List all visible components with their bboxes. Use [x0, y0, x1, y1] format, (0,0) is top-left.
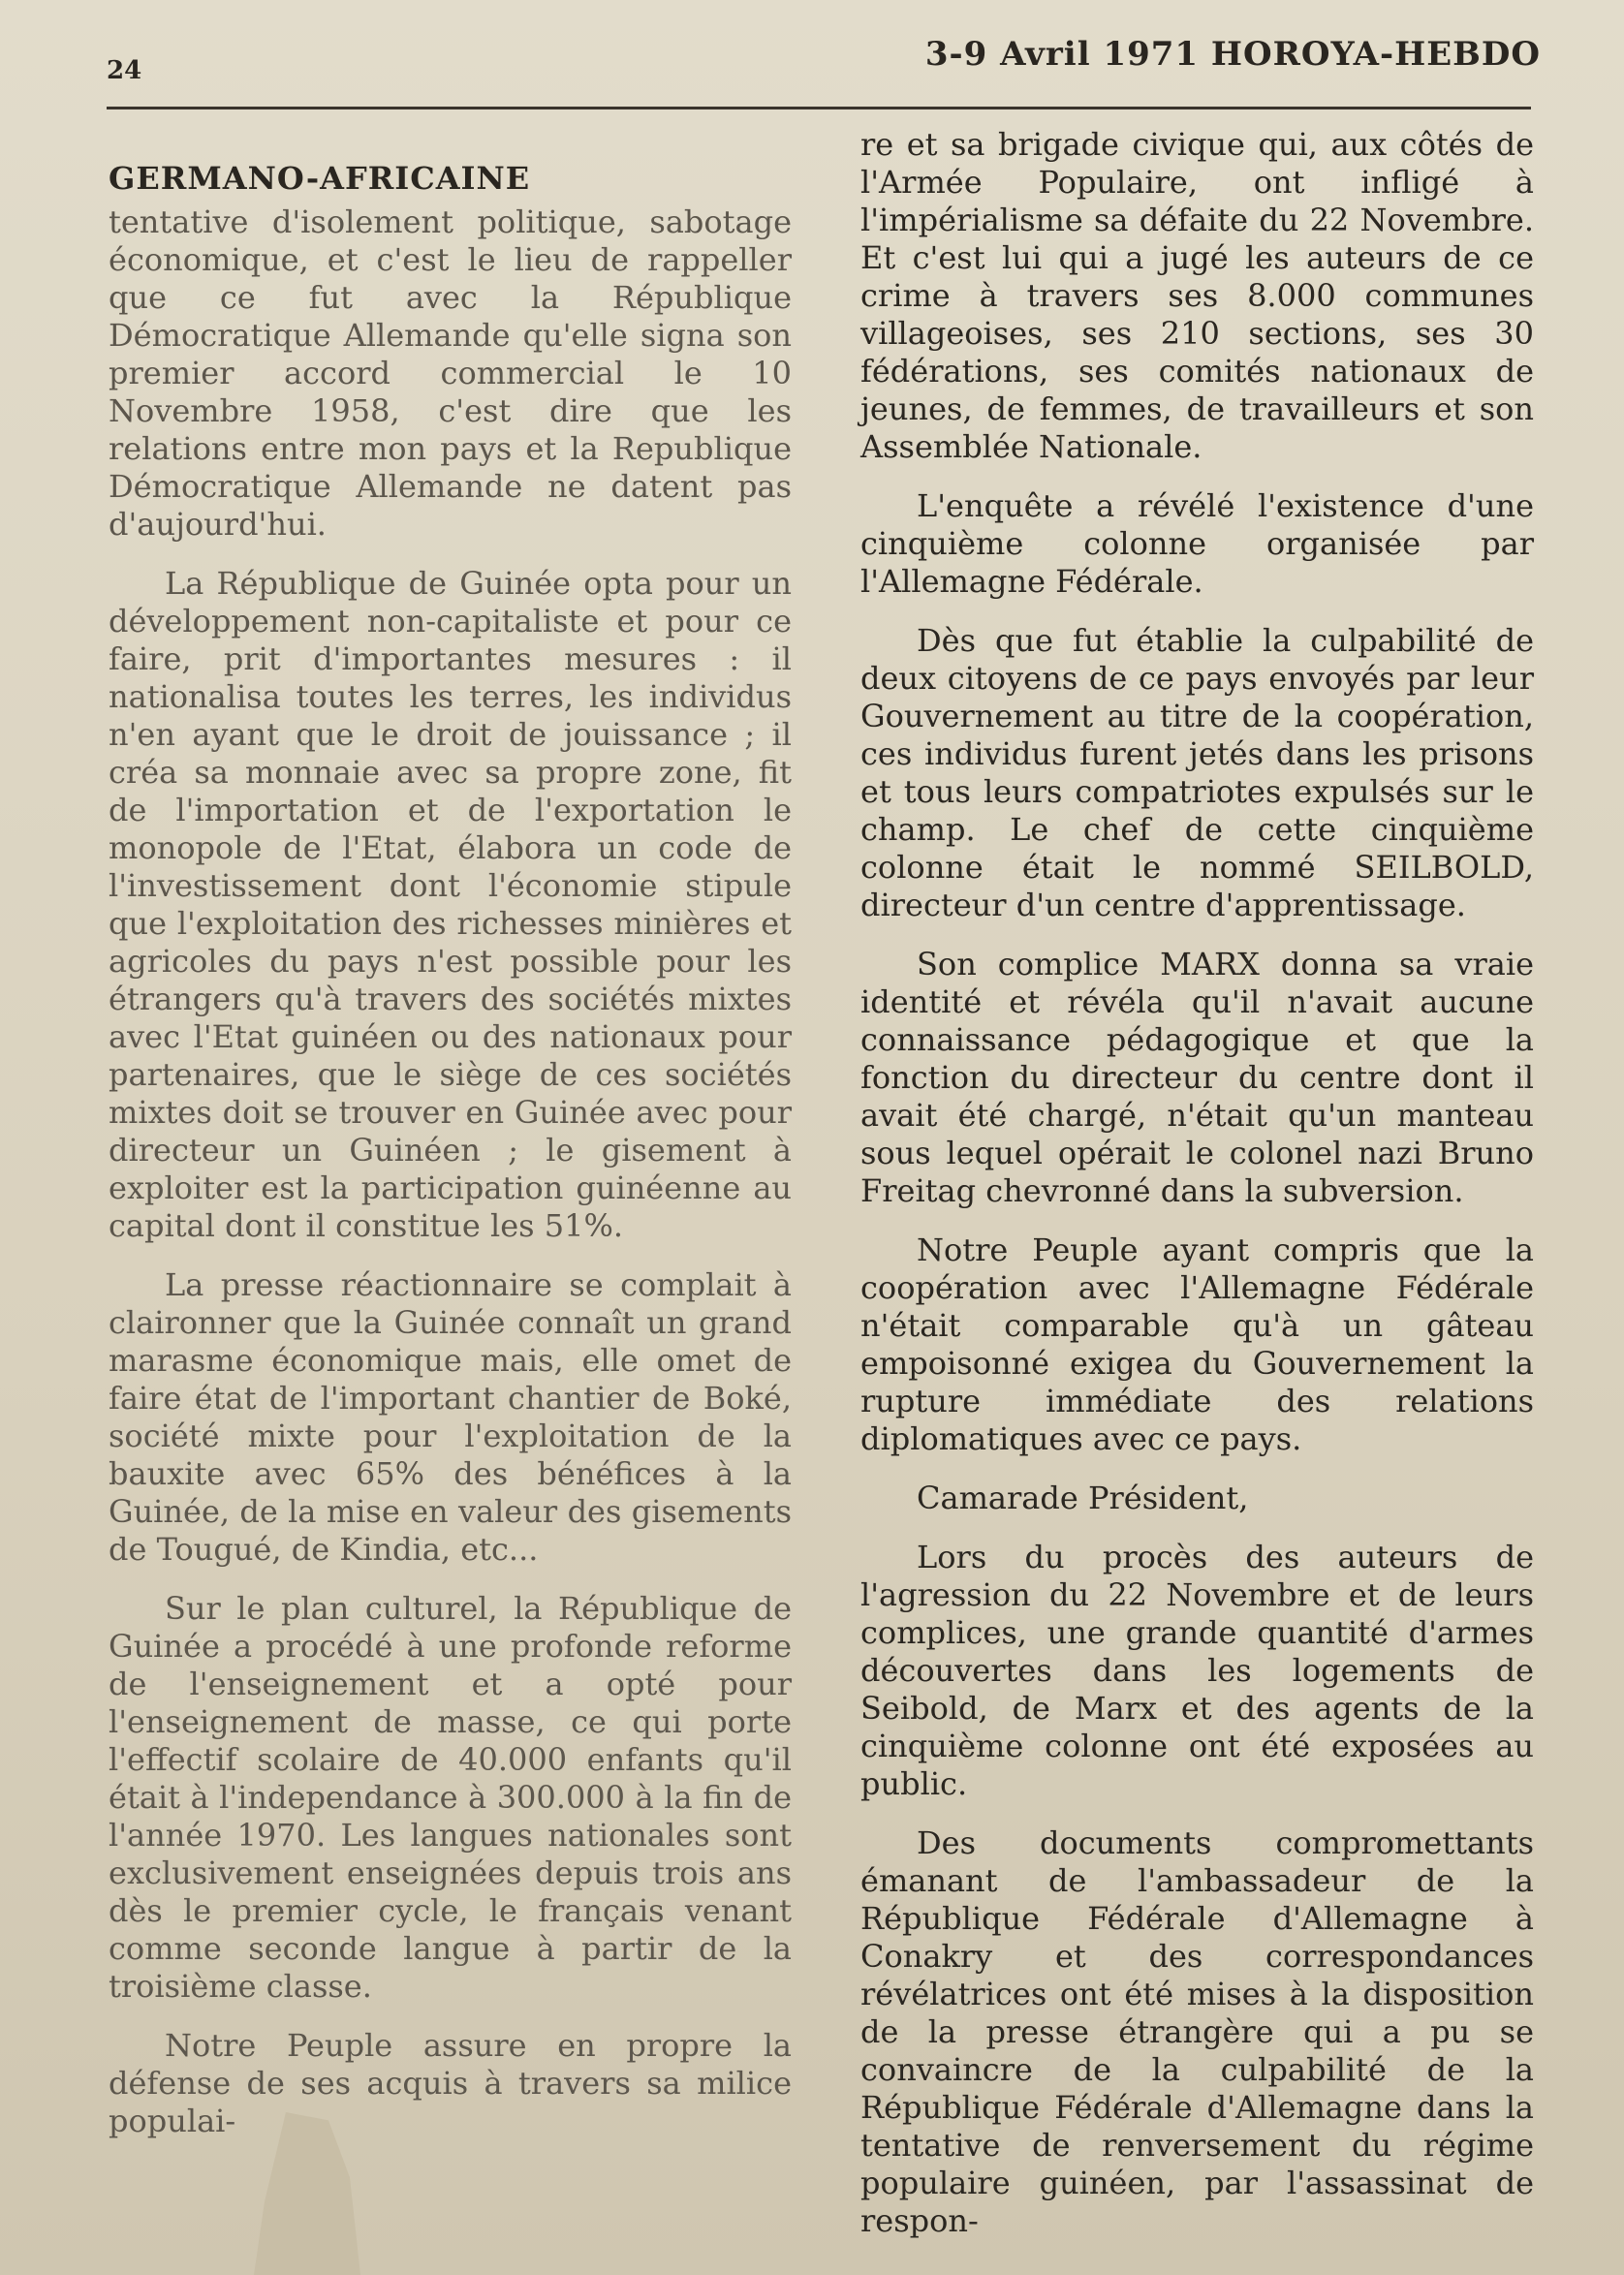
paragraph: Notre Peuple assure en propre la défense de ses acquis à travers sa milice populai- [109, 2027, 792, 2139]
paragraph: Son complice MARX donna sa vraie identité et révéla qu'il n'avait aucune connaissance pédagogique et que la fonction du directeur du centre dont il avait été chargé, n'était qu'un manteau sous lequel opérait le colonel nazi Bruno Freitag chevronné dans la subversion. [860, 946, 1534, 1209]
page-number: 24 [107, 56, 142, 85]
paragraph: tentative d'isolement politique, sabotage économique, et c'est le lieu de rappeller que ce fut avec la République Démocratique Allemande qu'elle signa son premier accord commercial le 10 Novembre 1958, c'est dire que les relations entre mon pays et la Republique Démocratique Allemande ne datent pas d'aujourd'hui. [109, 203, 792, 543]
salutation: Camarade Président, [917, 1480, 1249, 1516]
issue-date-masthead: 3-9 Avril 1971 HOROYA-HEBDO [924, 35, 1541, 74]
paragraph: La République de Guinée opta pour un développement non-capitaliste et pour ce faire, prit d'importantes mesures : il nationalisa toutes les terres, les individus n'en ayant que le droit de jouissance ; il créa sa monnaie avec sa propre zone, fit de l'importation et de l'exportation le monopole de l'Etat, élabora un code de l'investissement dont l'économie stipule que l'exploitation des richesses minières et agricoles du pays n'est possible pour les étrangers qu'à travers des sociétés mixtes avec l'Etat guinéen ou des nationaux pour partenaires, que le siège de ces sociétés mixtes doit se trouver en Guinée avec pour directeur un Guinéen ; le gisement à exploiter est la participation guinéenne au capital dont il constitue les 51%. [109, 565, 792, 1244]
header-rule [107, 107, 1531, 109]
paragraph: Notre Peuple ayant compris que la coopération avec l'Allemagne Fédérale n'était comparable qu'à un gâteau empoisonné exigea du Gouvernement la rupture immédiate des relations diplomatiques avec ce pays. [860, 1231, 1534, 1457]
paragraph: La presse réactionnaire se complait à claironner que la Guinée connaît un grand marasme économique mais, elle omet de faire état de l'important chantier de Boké, société mixte pour l'exploitation de la bauxite avec 65% des bénéfices à la Guinée, de la mise en valeur des gisements de Tougué, de Kindia, etc... [109, 1266, 792, 1568]
right-column [860, 126, 1534, 2261]
paragraph: Dès que fut établie la culpabilité de deux citoyens de ce pays envoyés par leur Gouvernement au titre de la coopération, ces individus furent jetés dans les prisons et tous leurs compatriotes expulsés sur le champ. Le chef de cette cinquième colonne était le nommé SEILBOLD, directeur d'un centre d'apprentissage. [860, 622, 1534, 923]
page-header [107, 35, 1541, 97]
paragraph: Lors du procès des auteurs de l'agression du 22 Novembre et de leurs complices, une grande quantité d'armes découvertes dans les logements de Seibold, de Marx et des agents de la cinquième colonne ont été exposées au public. [860, 1539, 1534, 1802]
paragraph: Sur le plan culturel, la République de Guinée a procédé à une profonde reforme de l'enseignement et a opté pour l'enseignement de masse, ce qui porte l'effectif scolaire de 40.000 enfants qu'il était à l'independance à 300.000 à la fin de l'année 1970. Les langues nationales sont exclusivement enseignées depuis trois ans dès le premier cycle, le français venant comme seconde langue à partir de la troisième classe. [109, 1590, 792, 2005]
paragraph: L'enquête a révélé l'existence d'une cinquième colonne organisée par l'Allemagne Fédérale. [860, 487, 1534, 600]
section-title: GERMANO-AFRICAINE [109, 160, 531, 197]
paragraph: Des documents compromettants émanant de l'ambassadeur de la République Fédérale d'Allemagne à Conakry et des correspondances révélatrices ont été mises à la disposition de la presse étrangère qui a pu se convaincre de la culpabilité de la République Fédérale d'Allemagne dans la tentative de renversement du régime populaire guinéen, par l'assassinat de respon- [860, 1824, 1534, 2239]
left-column [109, 160, 792, 2162]
paragraph: re et sa brigade civique qui, aux côtés de l'Armée Populaire, ont infligé à l'impérialisme sa défaite du 22 Novembre. Et c'est lui qui a jugé les auteurs de ce crime à travers ses 8.000 communes villageoises, ses 210 sections, ses 30 fédérations, ses comités nationaux de jeunes, de femmes, de travailleurs et son Assemblée Nationale. [860, 126, 1534, 465]
